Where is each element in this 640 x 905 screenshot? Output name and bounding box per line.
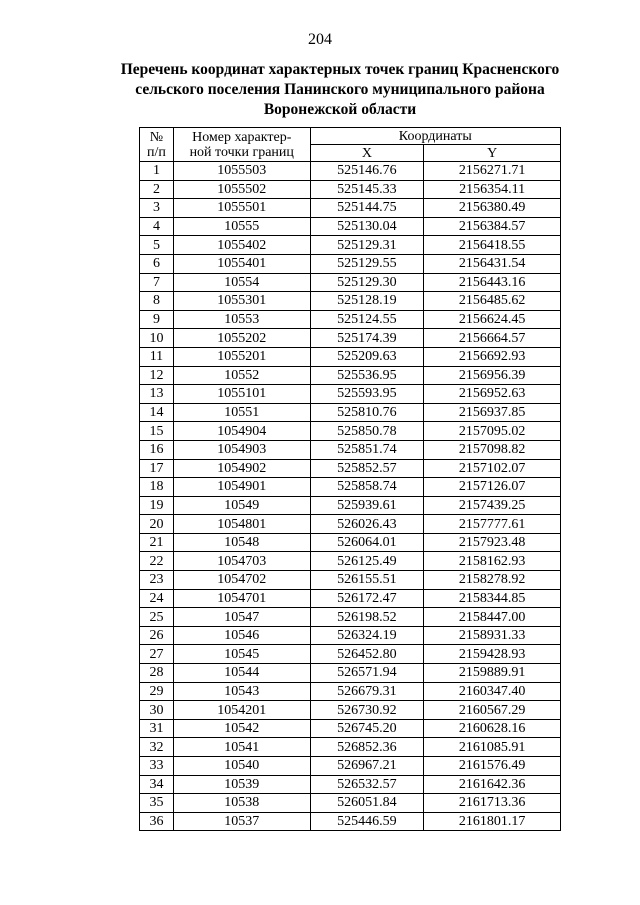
- row-number: 36: [140, 812, 174, 831]
- point-id: 10537: [173, 812, 310, 831]
- coord-y: 2161642.36: [424, 775, 561, 794]
- table-row: [140, 273, 561, 292]
- coord-x: 525129.30: [310, 273, 424, 292]
- header-number-line1: №: [149, 129, 164, 145]
- point-id: 10554: [173, 273, 310, 292]
- coord-x: 525850.78: [310, 422, 424, 441]
- coord-x: 525129.55: [310, 254, 424, 273]
- table-row: [140, 608, 561, 627]
- point-id: 1054901: [173, 478, 310, 497]
- point-id: 10555: [173, 217, 310, 236]
- coord-y: 2158931.33: [424, 626, 561, 645]
- table-row: [140, 329, 561, 348]
- point-id: 1054801: [173, 515, 310, 534]
- coord-x: 525130.04: [310, 217, 424, 236]
- row-number: 20: [140, 515, 174, 534]
- table-row: [140, 310, 561, 329]
- table-row: [140, 812, 561, 831]
- point-id: 10548: [173, 533, 310, 552]
- coord-x: 526532.57: [310, 775, 424, 794]
- coord-y: 2156664.57: [424, 329, 561, 348]
- row-number: 19: [140, 496, 174, 515]
- point-id: 1055301: [173, 292, 310, 311]
- table-row: [140, 180, 561, 199]
- row-number: 7: [140, 273, 174, 292]
- coord-x: 525129.31: [310, 236, 424, 255]
- coord-y: 2158447.00: [424, 608, 561, 627]
- table-row: [140, 794, 561, 813]
- point-id: 10541: [173, 738, 310, 757]
- coord-x: 526051.84: [310, 794, 424, 813]
- point-id: 1054902: [173, 459, 310, 478]
- coord-x: 525939.61: [310, 496, 424, 515]
- row-number: 5: [140, 236, 174, 255]
- table-row: [140, 664, 561, 683]
- coord-x: 526745.20: [310, 719, 424, 738]
- coord-y: 2160347.40: [424, 682, 561, 701]
- table-row: [140, 254, 561, 273]
- coord-x: 525124.55: [310, 310, 424, 329]
- row-number: 31: [140, 719, 174, 738]
- point-id: 1055402: [173, 236, 310, 255]
- row-number: 12: [140, 366, 174, 385]
- point-id: 10540: [173, 757, 310, 776]
- header-point: [173, 128, 310, 162]
- point-id: 1055401: [173, 254, 310, 273]
- coord-y: 2158278.92: [424, 571, 561, 590]
- coord-x: 525852.57: [310, 459, 424, 478]
- coord-x: 526852.36: [310, 738, 424, 757]
- table-row: [140, 719, 561, 738]
- row-number: 13: [140, 385, 174, 404]
- table-row: [140, 217, 561, 236]
- row-number: 14: [140, 403, 174, 422]
- title-line-2: сельского поселения Панинского муниципального района: [135, 81, 545, 98]
- table-row: [140, 626, 561, 645]
- table-row: [140, 478, 561, 497]
- coord-y: 2156624.45: [424, 310, 561, 329]
- coord-y: 2156937.85: [424, 403, 561, 422]
- coord-y: 2159428.93: [424, 645, 561, 664]
- table-row: [140, 533, 561, 552]
- coord-y: 2156354.11: [424, 180, 561, 199]
- point-id: 1054903: [173, 440, 310, 459]
- coord-x: 526026.43: [310, 515, 424, 534]
- coord-y: 2161085.91: [424, 738, 561, 757]
- title-line-3: Воронежской области: [263, 101, 417, 118]
- header-number-line2: п/п: [147, 144, 166, 160]
- coord-x: 526452.80: [310, 645, 424, 664]
- coord-y: 2156485.62: [424, 292, 561, 311]
- coord-y: 2158162.93: [424, 552, 561, 571]
- coord-y: 2156692.93: [424, 347, 561, 366]
- row-number: 16: [140, 440, 174, 459]
- row-number: 4: [140, 217, 174, 236]
- coord-y: 2157777.61: [424, 515, 561, 534]
- row-number: 30: [140, 701, 174, 720]
- header-number: [140, 128, 174, 162]
- row-number: 1: [140, 162, 174, 181]
- row-number: 22: [140, 552, 174, 571]
- row-number: 10: [140, 329, 174, 348]
- point-id: 10551: [173, 403, 310, 422]
- coord-x: 525810.76: [310, 403, 424, 422]
- coord-y: 2161576.49: [424, 757, 561, 776]
- coord-y: 2160628.16: [424, 719, 561, 738]
- coord-x: 526967.21: [310, 757, 424, 776]
- coord-y: 2161713.36: [424, 794, 561, 813]
- point-id: 1055501: [173, 199, 310, 218]
- coord-y: 2157098.82: [424, 440, 561, 459]
- coord-y: 2157126.07: [424, 478, 561, 497]
- point-id: 1055101: [173, 385, 310, 404]
- row-number: 28: [140, 664, 174, 683]
- point-id: 10539: [173, 775, 310, 794]
- table-row: [140, 236, 561, 255]
- point-id: 10552: [173, 366, 310, 385]
- coord-x: 526125.49: [310, 552, 424, 571]
- row-number: 11: [140, 347, 174, 366]
- point-id: 1055202: [173, 329, 310, 348]
- coord-x: 526571.94: [310, 664, 424, 683]
- table-body: [140, 162, 561, 831]
- header-y: Y: [424, 145, 561, 162]
- header-point-line2: ной точки границ: [189, 144, 294, 160]
- coord-x: 525851.74: [310, 440, 424, 459]
- coord-x: 526730.92: [310, 701, 424, 720]
- table-row: [140, 589, 561, 608]
- coord-y: 2156443.16: [424, 273, 561, 292]
- coord-y: 2157102.07: [424, 459, 561, 478]
- table-row: [140, 701, 561, 720]
- coord-x: 525209.63: [310, 347, 424, 366]
- row-number: 18: [140, 478, 174, 497]
- table-row: [140, 515, 561, 534]
- table-row: [140, 292, 561, 311]
- row-number: 34: [140, 775, 174, 794]
- coord-x: 526172.47: [310, 589, 424, 608]
- point-id: 1054701: [173, 589, 310, 608]
- table-row: [140, 738, 561, 757]
- row-number: 32: [140, 738, 174, 757]
- row-number: 23: [140, 571, 174, 590]
- row-number: 29: [140, 682, 174, 701]
- point-id: 1054702: [173, 571, 310, 590]
- coord-x: 525128.19: [310, 292, 424, 311]
- coord-y: 2157923.48: [424, 533, 561, 552]
- point-id: 10549: [173, 496, 310, 515]
- coord-y: 2156380.49: [424, 199, 561, 218]
- point-id: 10553: [173, 310, 310, 329]
- coord-y: 2160567.29: [424, 701, 561, 720]
- table-row: [140, 385, 561, 404]
- coord-x: 525174.39: [310, 329, 424, 348]
- coord-x: 525144.75: [310, 199, 424, 218]
- document-title: [120, 60, 560, 120]
- header-point-line1: Номер характер-: [192, 129, 292, 145]
- coord-x: 526198.52: [310, 608, 424, 627]
- table-row: [140, 199, 561, 218]
- header-coordinates: Координаты: [310, 128, 560, 145]
- coord-x: 525145.33: [310, 180, 424, 199]
- table-row: [140, 682, 561, 701]
- table-row: [140, 775, 561, 794]
- point-id: 1055502: [173, 180, 310, 199]
- row-number: 27: [140, 645, 174, 664]
- coord-x: 526155.51: [310, 571, 424, 590]
- coord-y: 2156956.39: [424, 366, 561, 385]
- title-line-1: Перечень координат характерных точек границ Красненского: [120, 61, 560, 78]
- row-number: 9: [140, 310, 174, 329]
- table-row: [140, 366, 561, 385]
- point-id: 10546: [173, 626, 310, 645]
- coord-y: 2161801.17: [424, 812, 561, 831]
- table-row: [140, 645, 561, 664]
- coord-y: 2157439.25: [424, 496, 561, 515]
- table-header: [140, 128, 561, 162]
- page-number: 204: [308, 31, 332, 48]
- row-number: 2: [140, 180, 174, 199]
- coord-y: 2156431.54: [424, 254, 561, 273]
- table-row: [140, 571, 561, 590]
- row-number: 26: [140, 626, 174, 645]
- table-row: [140, 757, 561, 776]
- coord-x: 525146.76: [310, 162, 424, 181]
- row-number: 6: [140, 254, 174, 273]
- table-row: [140, 440, 561, 459]
- row-number: 24: [140, 589, 174, 608]
- row-number: 17: [140, 459, 174, 478]
- coord-x: 526679.31: [310, 682, 424, 701]
- coord-y: 2159889.91: [424, 664, 561, 683]
- point-id: 10542: [173, 719, 310, 738]
- coord-y: 2156384.57: [424, 217, 561, 236]
- coord-y: 2156271.71: [424, 162, 561, 181]
- coord-y: 2156952.63: [424, 385, 561, 404]
- coordinates-table: [139, 127, 561, 831]
- point-id: 10538: [173, 794, 310, 813]
- table-row: [140, 496, 561, 515]
- table-row: [140, 459, 561, 478]
- row-number: 35: [140, 794, 174, 813]
- row-number: 25: [140, 608, 174, 627]
- table-row: [140, 552, 561, 571]
- coord-x: 526064.01: [310, 533, 424, 552]
- coord-x: 525446.59: [310, 812, 424, 831]
- table-row: [140, 347, 561, 366]
- row-number: 8: [140, 292, 174, 311]
- point-id: 1054703: [173, 552, 310, 571]
- point-id: 10543: [173, 682, 310, 701]
- coord-y: 2158344.85: [424, 589, 561, 608]
- row-number: 15: [140, 422, 174, 441]
- row-number: 21: [140, 533, 174, 552]
- coord-x: 526324.19: [310, 626, 424, 645]
- point-id: 10547: [173, 608, 310, 627]
- row-number: 3: [140, 199, 174, 218]
- coord-x: 525593.95: [310, 385, 424, 404]
- coord-x: 525536.95: [310, 366, 424, 385]
- table-row: [140, 422, 561, 441]
- table-row: [140, 162, 561, 181]
- table-row: [140, 403, 561, 422]
- point-id: 1054201: [173, 701, 310, 720]
- point-id: 1055201: [173, 347, 310, 366]
- point-id: 10545: [173, 645, 310, 664]
- point-id: 1055503: [173, 162, 310, 181]
- header-x: X: [310, 145, 424, 162]
- coord-x: 525858.74: [310, 478, 424, 497]
- point-id: 10544: [173, 664, 310, 683]
- coord-y: 2157095.02: [424, 422, 561, 441]
- row-number: 33: [140, 757, 174, 776]
- coord-y: 2156418.55: [424, 236, 561, 255]
- point-id: 1054904: [173, 422, 310, 441]
